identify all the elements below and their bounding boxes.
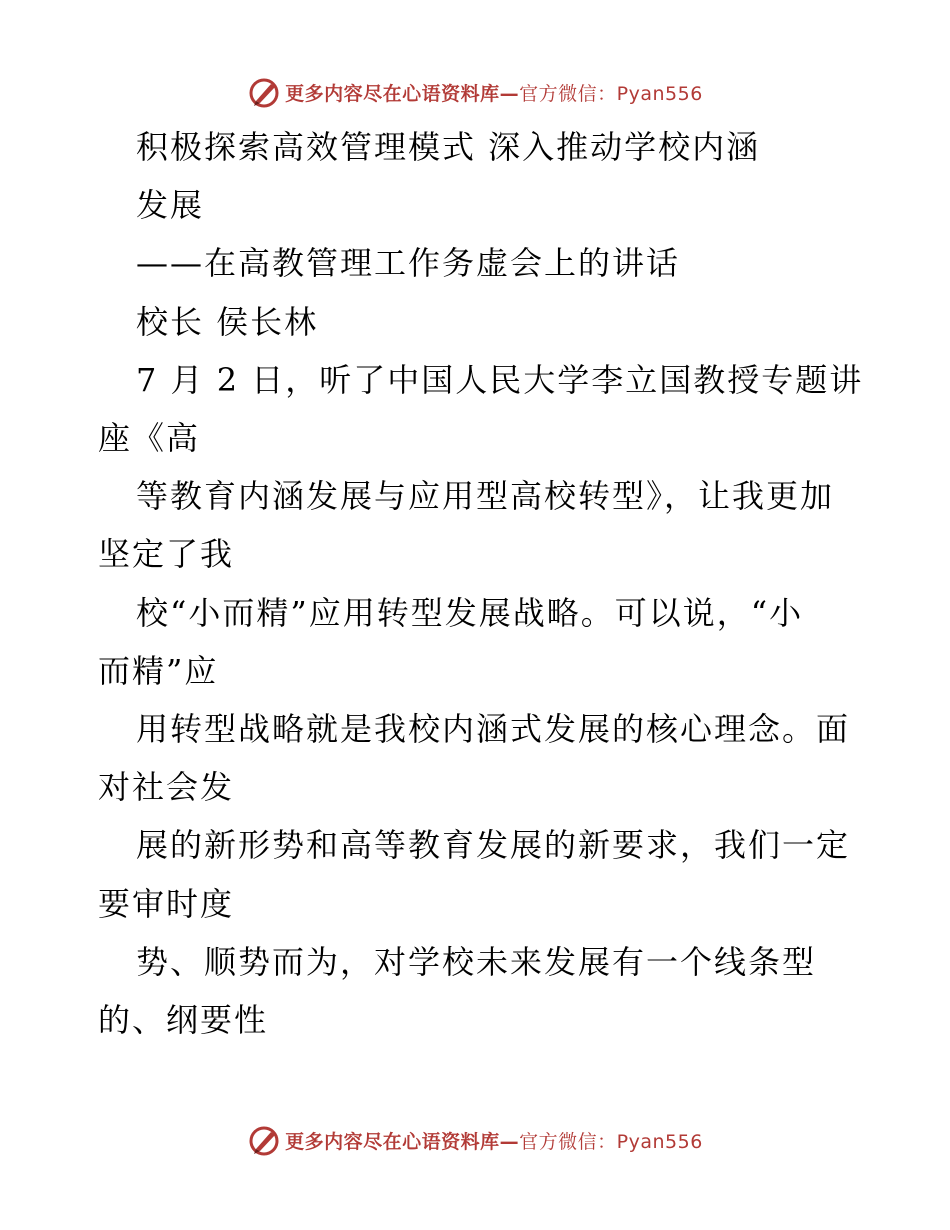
doc-title-line-1: 积极探索高效管理模式 深入推动学校内涵 [136,128,761,166]
paragraph-line: 坚定了我 [98,535,235,573]
paragraph-line: 而精”应 [98,652,219,690]
header-banner [0,72,950,112]
pen-logo-icon [247,75,281,109]
paragraph-line: 对社会发 [98,768,235,806]
doc-subtitle: ——在高教管理工作务虚会上的讲话 [136,244,681,282]
pen-logo-icon [247,1123,281,1157]
paragraph-line: 要审时度 [98,885,235,923]
doc-author: 校长 侯长林 [136,303,319,341]
doc-title-line-2: 发展 [136,186,205,224]
footer-banner [0,1120,950,1160]
paragraph-line: 等教育内涵发展与应用型高校转型》，让我更加 [136,477,835,515]
footer-banner-text: 更多内容尽在心语资料库—官方微信：Pyan556 [285,1130,703,1153]
paragraph-line: 座《高 [98,419,201,457]
header-banner-text: 更多内容尽在心语资料库—官方微信：Pyan556 [285,82,703,105]
paragraph-line: 用转型战略就是我校内涵式发展的核心理念。面 [136,710,851,748]
paragraph-line: 7 月 2 日，听了中国人民大学李立国教授专题讲 [136,361,864,399]
paragraph-line: 展的新形势和高等教育发展的新要求，我们一定 [136,826,851,864]
paragraph-line: 的、纲要性 [98,1001,269,1039]
paragraph-line: 势、顺势而为，对学校未来发展有一个线条型 [136,943,817,981]
paragraph-line: 校“小而精”应用转型发展战略。可以说，“小 [136,594,804,632]
